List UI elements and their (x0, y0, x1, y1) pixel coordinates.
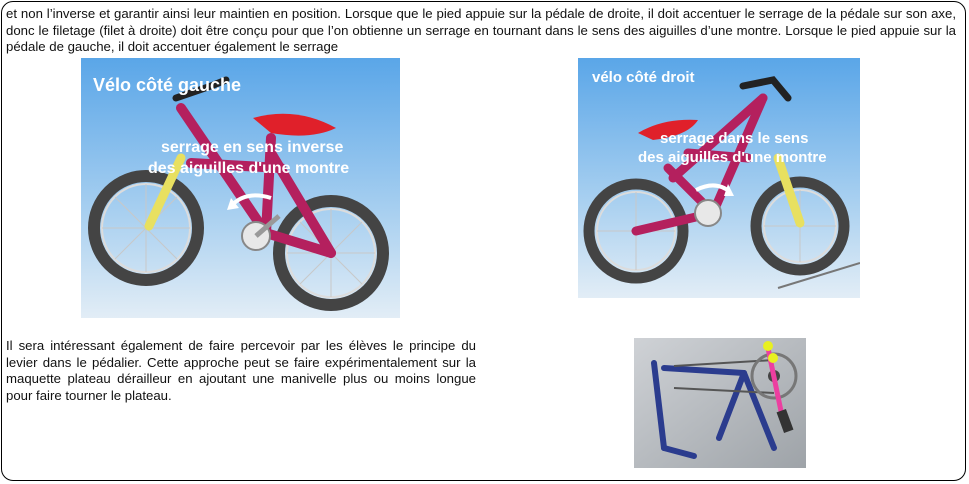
bike-left-caption-line1: serrage en sens inverse (161, 139, 344, 156)
bike-right-caption-line1: serrage dans le sens (660, 130, 809, 147)
paragraph-bottom: Il sera intéressant également de faire percevoir par les élèves le principe du levier dans le pédalier. Cette approche peut se faire expérimentalement sur la maquette plateau dérailleur en ajoutant une manivelle plus ou moins longue pour faire tourner le plateau. (6, 338, 476, 403)
bike-left-title: Vélo côté gauche (93, 75, 242, 95)
derailleur-model-photo (634, 338, 806, 468)
bike-left-caption-line2: des aiguilles d'une montre (148, 160, 350, 177)
bike-right-title: vélo côté droit (592, 69, 695, 86)
bike-left-figure (81, 58, 400, 318)
paragraph-top: et non l’inverse et garantir ainsi leur maintien en position. Lorsque que le pied appuie sur la pédale de droite, il doit accentuer le serrage de la pédale sur son axe, donc le filetage (filet à droite) doit être conçu pour que l’on obtienne un serrage en tournant dans le sens des aiguilles d’une montre. Lorsque le pied appuie sur la pédale de gauche, il doit accentuer également le serrage (6, 6, 956, 54)
bike-right-figure (578, 58, 860, 298)
bike-right-caption-line2: des aiguilles d'une montre (638, 149, 827, 166)
